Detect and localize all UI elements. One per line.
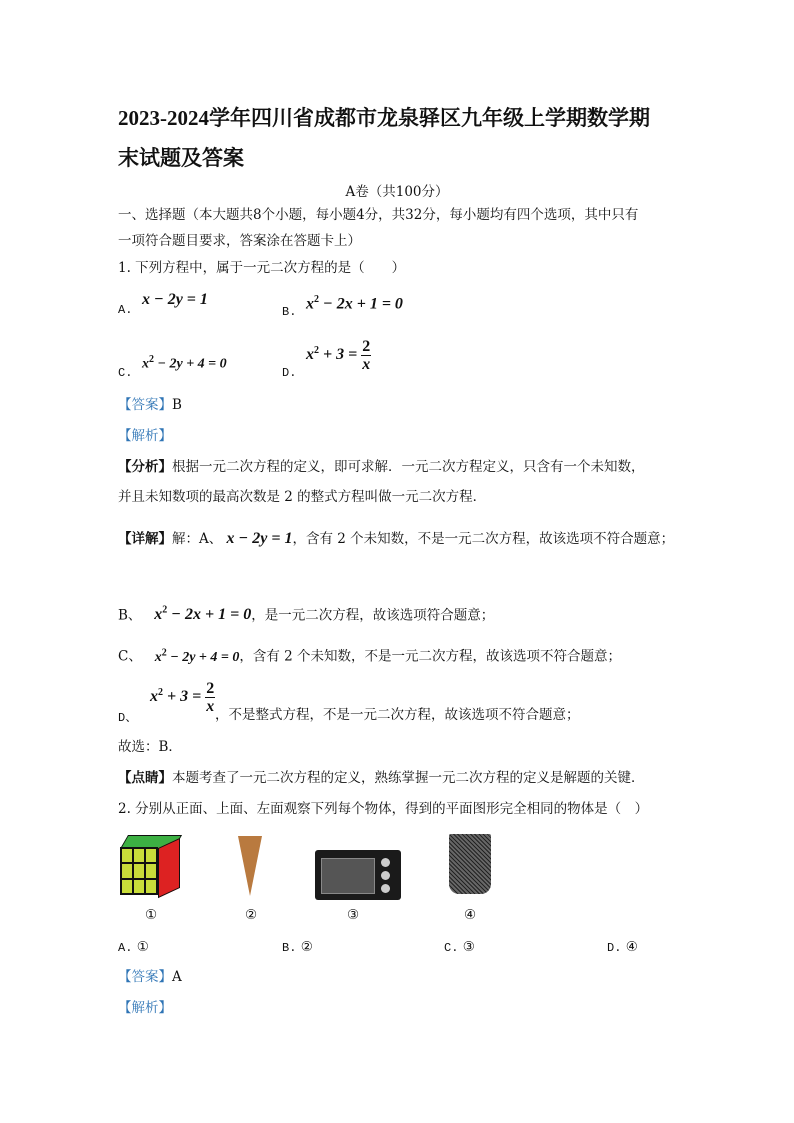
- q2-option-b: B. ②: [282, 939, 313, 955]
- q1-xiangjie-d-text: ，不是整式方程，不是一元二次方程，故该选项不符合题意；: [215, 707, 580, 723]
- q1-option-a-formula: x − 2y = 1: [142, 291, 208, 308]
- toaster-oven-image: [315, 850, 401, 900]
- part1-instructions-1: 一、选择题（本大题共8个小题，每小题4分，共32分，每小题均有四个选项，其中只有: [118, 207, 639, 223]
- q1-dianjing: 【点睛】本题考查了一元二次方程的定义，熟练掌握一元二次方程的定义是解题的关键．: [118, 770, 645, 786]
- q1-xiangjie-c: C、 $x^2 - 2y + 4 = 0$，含有 2 个未知数，不是一元二次方程，故该选项不符合题意；: [118, 647, 622, 665]
- image-label-2: ②: [245, 907, 258, 923]
- q2-option-c: C. ③: [444, 939, 475, 955]
- q2-stem: 2. 分别从正面、上面、左面观察下列每个物体，得到的平面图形完全相同的物体是（ ）: [118, 801, 649, 817]
- q2-option-d: D. ④: [607, 939, 638, 955]
- q1-fenxi: 【分析】根据一元二次方程的定义，即可求解．一元二次方程定义，只含有一个未知数，: [118, 459, 645, 475]
- q1-xiangjie-d-label: D、: [118, 711, 138, 725]
- q1-xiangjie-a: 【详解】解：A、 x − 2y = 1，含有 2 个未知数，不是一元二次方程，故该选项不符合题意；: [118, 530, 675, 547]
- q1-option-b-formula: $x^2 - 2x + 1 = 0$: [306, 294, 403, 313]
- doc-title-line2: 末试题及答案: [118, 146, 244, 170]
- q1-fenxi-2: 并且未知数项的最高次数是 2 的整式方程叫做一元二次方程．: [118, 489, 487, 505]
- image-label-1: ①: [145, 907, 158, 923]
- section-header: A卷（共100分）: [345, 184, 449, 200]
- q1-option-b-label: B.: [282, 305, 297, 319]
- q1-option-a-label: A.: [118, 303, 133, 317]
- q1-xiangjie-d-formula: $x^2 + 3$ = $\frac{2}{x}$: [150, 680, 215, 715]
- q1-answer: 【答案】B: [118, 397, 182, 413]
- q1-conclusion: 故选：B．: [118, 739, 182, 755]
- q1-xiangjie-b: B、 $x^2 - 2x + 1 = 0$，是一元二次方程，故该选项符合题意；: [118, 605, 495, 624]
- q1-option-c-label: C.: [118, 366, 133, 380]
- q1-option-d-formula: $x^2 + 3$ = $\frac{2}{x}$: [306, 338, 371, 373]
- wastebasket-image: [449, 834, 491, 894]
- ice-cream-cone-image: [238, 836, 262, 896]
- rubiks-cube-image: [120, 835, 180, 897]
- q2-answer: 【答案】A: [118, 969, 182, 985]
- q1-stem: 1. 下列方程中，属于一元二次方程的是（ ）: [118, 260, 406, 276]
- q2-option-a: A. ①: [118, 939, 149, 955]
- q1-option-d-label: D.: [282, 366, 297, 380]
- q1-analysis-tag: 【解析】: [118, 428, 172, 444]
- part1-instructions-2: 一项符合题目要求，答案涂在答题卡上）: [118, 233, 361, 249]
- image-label-4: ④: [464, 907, 477, 923]
- q1-option-c-formula: $x^2 - 2y + 4 = 0$: [142, 354, 227, 372]
- doc-title-line1: 2023-2024学年四川省成都市龙泉驿区九年级上学期数学期: [118, 106, 650, 130]
- q2-analysis-tag: 【解析】: [118, 1000, 172, 1016]
- image-label-3: ③: [347, 907, 360, 923]
